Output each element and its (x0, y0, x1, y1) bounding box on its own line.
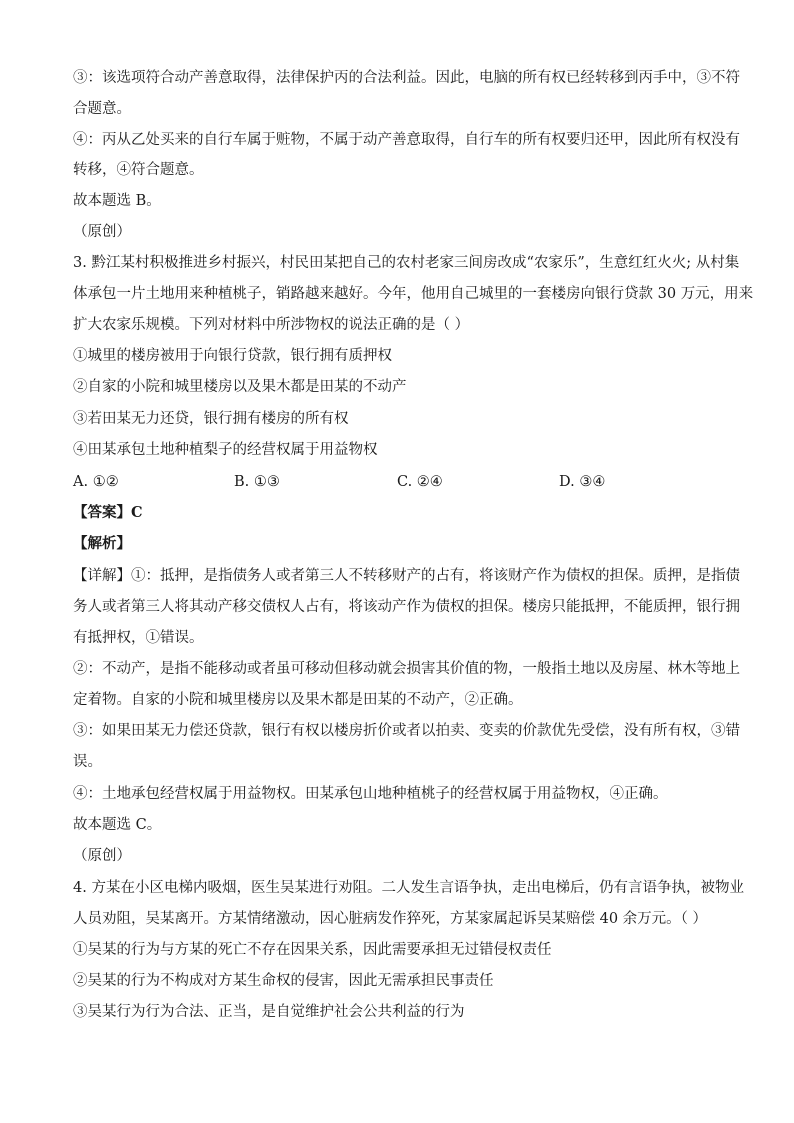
text-line: 合题意。 (73, 101, 131, 117)
text-line: ④：丙从乙处买来的自行车属于赃物，不属于动产善意取得，自行车的所有权要归还甲，因此所有权没有 (73, 132, 740, 148)
explanation-line: 误。 (73, 754, 102, 770)
statement-item: ③吴某行为行为合法、正当，是自觉维护社会公共利益的行为 (73, 1004, 465, 1020)
explanation-line: 务人或者第三人将其动产移交债权人占有，将该动产作为债权的担保。楼房只能抵押，不能质押，银行拥 (73, 599, 740, 615)
statement-item: ②吴某的行为不构成对方某生命权的侵害，因此无需承担民事责任 (73, 973, 494, 989)
source-note: （原创） (73, 224, 131, 240)
answer-label: 【答案】C (73, 504, 143, 521)
question-3-stem: 扩大农家乐规模。下列对材料中所涉物权的说法正确的是（ ） (73, 317, 470, 333)
statement-item: ①吴某的行为与方某的死亡不存在因果关系，因此需要承担无过错侵权责任 (73, 942, 552, 958)
question-4-stem: 4. 方某在小区电梯内吸烟，医生吴某进行劝阻。二人发生言语争执，走出电梯后，仍有言语争执，被物业 (73, 880, 744, 896)
explanation-line: 定着物。自家的小院和城里楼房以及果木都是田某的不动产，②正确。 (73, 692, 523, 708)
analysis-label: 【解析】 (73, 535, 131, 552)
statement-item: ①城里的楼房被用于向银行贷款，银行拥有质押权 (73, 348, 392, 364)
text-line: ③：该选项符合动产善意取得，法律保护丙的合法利益。因此，电脑的所有权已经转移到丙手中，③不符 (73, 70, 740, 86)
statement-item: ③若田某无力还贷，银行拥有楼房的所有权 (73, 411, 349, 427)
statement-item: ②自家的小院和城里楼房以及果木都是田某的不动产 (73, 379, 407, 395)
statement-item: ④田某承包土地种植梨子的经营权属于用益物权 (73, 442, 378, 458)
explanation-line: 有抵押权，①错误。 (73, 630, 204, 646)
option-d: D. ③④ (559, 474, 606, 490)
question-4-stem: 人员劝阻，吴某离开。方某情绪激动，因心脏病发作猝死，方某家属起诉吴某赔偿 40 余万元。（ ） (73, 911, 708, 927)
question-3-stem: 体承包一片土地用来种植桃子，销路越来越好。今年，他用自己城里的一套楼房向银行贷款 30 万元，用来 (73, 286, 754, 302)
answer-options (73, 472, 728, 492)
option-b: B. ①③ (234, 474, 280, 490)
explanation-line: ④：土地承包经营权属于用益物权。田某承包山地种植桃子的经营权属于用益物权，④正确。 (73, 786, 668, 802)
question-3-stem: 3. 黔江某村积极推进乡村振兴，村民田某把自己的农村老家三间房改成“农家乐”，生意红红火火; 从村集 (73, 255, 740, 271)
option-a: A. ①② (73, 474, 119, 490)
explanation-line: ③：如果田某无力偿还贷款，银行有权以楼房折价或者以拍卖、变卖的价款优先受偿，没有所有权，③错 (73, 723, 740, 739)
explanation-line: ②：不动产，是指不能移动或者虽可移动但移动就会损害其价值的物，一般指土地以及房屋、林木等地上 (73, 661, 740, 677)
explanation-line: 【详解】①：抵押，是指债务人或者第三人不转移财产的占有，将该财产作为债权的担保。质押，是指债 (73, 568, 740, 584)
explanation-line: 故本题选 C。 (73, 817, 162, 833)
text-line: 转移，④符合题意。 (73, 162, 204, 178)
source-note: （原创） (73, 848, 131, 864)
text-line: 故本题选 B。 (73, 193, 161, 209)
option-c: C. ②④ (397, 474, 443, 490)
